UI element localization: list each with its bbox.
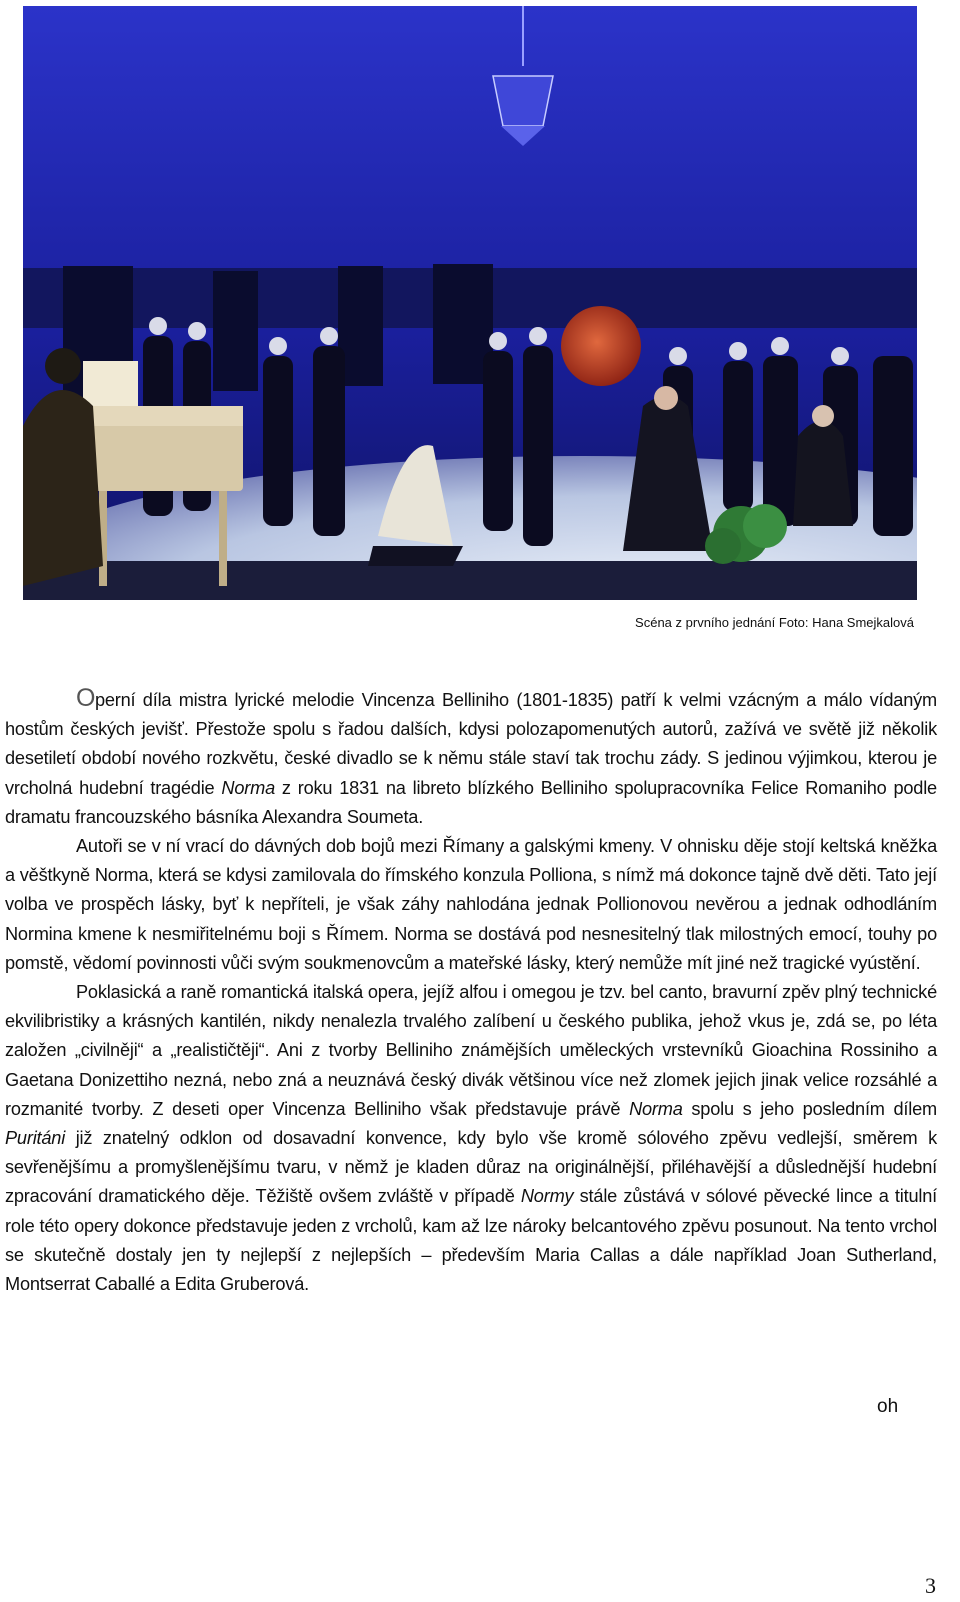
stage-photo [23, 6, 917, 600]
photo-caption: Scéna z prvního jednání Foto: Hana Smejkalová [635, 615, 914, 630]
paragraph-3-text: spolu s jeho posledním dílem [682, 1098, 937, 1119]
paragraph-1 [5, 684, 937, 832]
paragraph-3 [5, 978, 937, 1299]
title-norma: Norma [221, 777, 275, 798]
paragraph-3-text: již znatelný odklon od dosavadní konvence, kdy bylo vše kromě sólového zpěvu vedlejší, směrem k sevřenějšímu a promyšlenějšímu tvaru, v němž je kladen důraz na originálnější, přiléhavější a důslednější hudební zpracování dramatického děje. Těžiště ovšem zvláště v případě [5, 1128, 937, 1207]
title-norma: Norma [629, 1098, 683, 1119]
indent-spacer [5, 690, 76, 710]
stage-photo-illustration [23, 6, 917, 600]
drop-cap: O [76, 684, 95, 712]
author-signature: oh [877, 1396, 899, 1417]
paragraph-3-text: Poklasická a raně romantická italská opera, jejíž alfou i omegou je tzv. bel canto, bravurní zpěv plný technické ekvilibristiky a krásných kantilén, nikdy nenalezla trvalého zalíbení u českého publika, jehož vkus je, zdá se, po léta založen „civilněji“ a „realističtěji“. Ani z tvorby Belliniho známějších uměleckých vrstevníků Gioachina Rossiniho a Gaetana Donizettiho nezná, nebo zná a neuznává český divák většinou více než zlomek jejich jinak velice rozsáhlé a rozmanité tvorby. Z deseti oper Vincenza Belliniho však představuje právě [5, 982, 937, 1119]
paragraph-1-text: perní díla mistra lyrické melodie Vincenza Belliniho (1801-1835) patří k velmi vzácným a málo vídaným hostům českých jevišť. Přestože spolu s řadou dalších, kdysi polozapomenutých autorů, zažívá ve světě již několik desetiletí období nového rozkvětu, české divadlo se k němu stále staví tak trochu zády. S jedinou výjimkou, kterou je vrcholná hudební tragédie [5, 690, 937, 798]
article-body [5, 684, 937, 1299]
title-puritani: Puritáni [5, 1128, 66, 1149]
paragraph-1-text-end: z roku 1831 na libreto blízkého Belliniho spolupracovníka Felice Romaniho podle dramatu francouzského básníka Alexandra Soumeta. [5, 777, 937, 827]
paragraph-2: Autoři se v ní vrací do dávných dob bojů mezi Římany a galskými kmeny. V ohnisku děje stojí keltská kněžka a věštkyně Norma, která se kdysi zamilovala do římského konzula Polliona, s nímž má dokonce tajně dvě děti. Tato její volba ve prospěch lásky, byť k nepříteli, je však záhy nahlodána jednak Pollionovou nevěrou a jednak odhodláním Normina kmene k nesmiřitelnému boji s Římem. Norma se dostává pod nesnesitelný tlak milostných emocí, touhy po pomstě, vědomí povinnosti vůči svým soukmenovcům a mateřské lásky, který nemůže mít jiné než tragické vyústění. [5, 836, 937, 973]
paragraph-3-text-end: stále zůstává v sólové pěvecké lince a titulní role této opery dokonce představuje jeden z vrcholů, kam až lze nároky belcantového zpěvu posunout. Na tento vrchol se skutečně dostaly jen ty nejlepší z nejlepších – především Maria Callas a dále například Joan Sutherland, Montserrat Caballé a Edita Gruberová. [5, 1186, 937, 1295]
page-number: 3 [925, 1573, 936, 1598]
title-normy: Normy [520, 1186, 574, 1207]
